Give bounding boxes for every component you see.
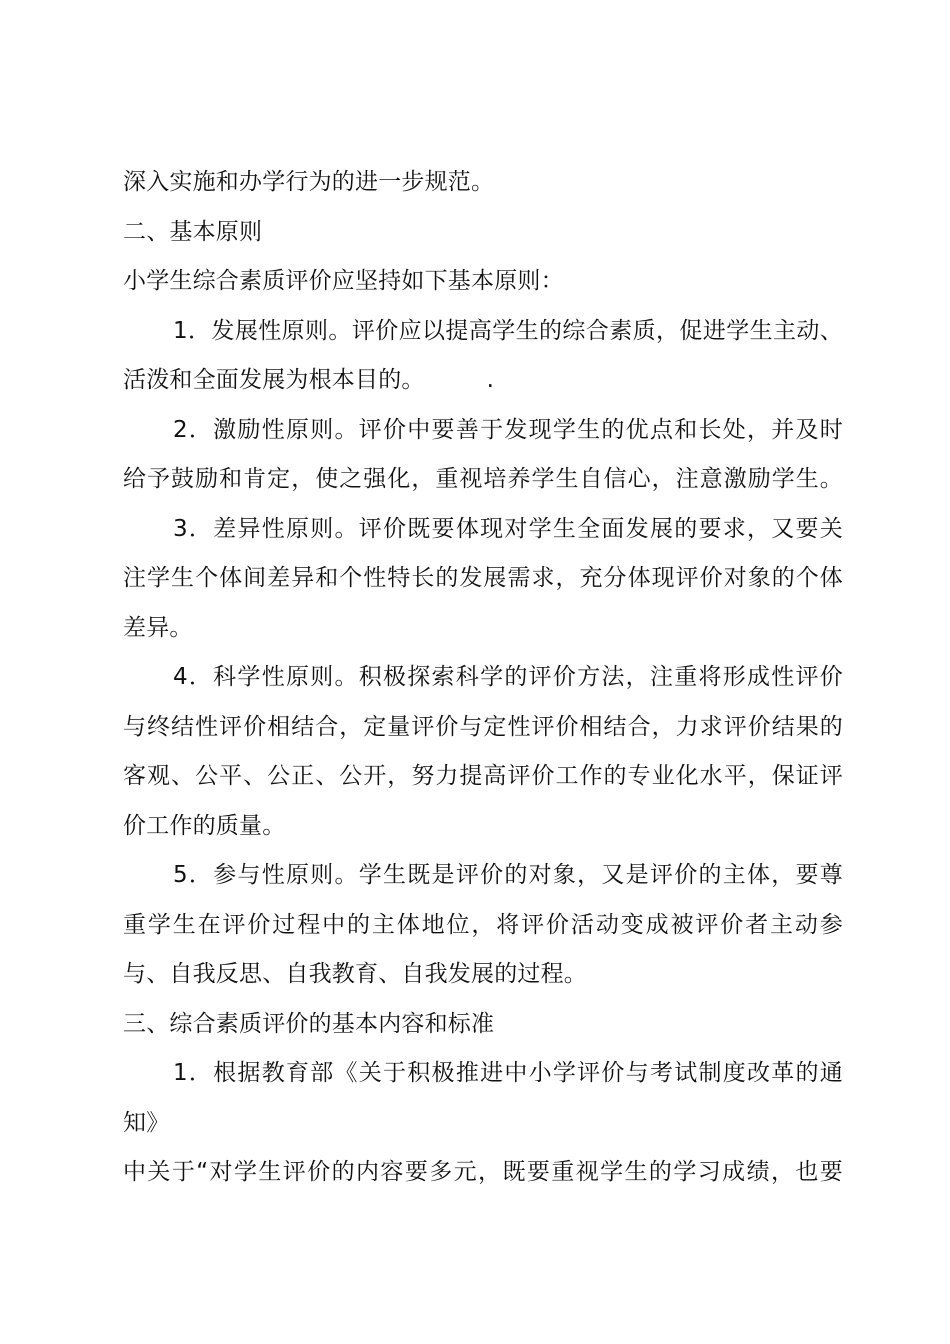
- principle-3-line: 3．差异性原则。评价既要体现对学生全面发展的要求，又要关: [173, 515, 843, 542]
- principle-4-continuation: 与终结性评价相结合，定量评价与定性评价相结合，力求评价结果的: [123, 713, 843, 740]
- principle-2-line: 2．激励性原则。评价中要善于发现学生的优点和长处，并及时: [173, 416, 843, 443]
- paragraph-line: 深入实施和办学行为的进一步规范。: [123, 169, 495, 195]
- principle-1-continuation: [123, 356, 843, 406]
- section-heading-basic-principles: 二、基本原则: [123, 218, 263, 245]
- principle-4-line: 4．科学性原则。积极探索科学的评价方法，注重将形成性评价: [173, 664, 843, 690]
- principle-3-continuation: 注学生个体间差异和个性特长的发展需求，充分体现评价对象的个体: [123, 565, 843, 591]
- principle-5-continuation: 重学生在评价过程中的主体地位，将评价活动变成被评价者主动参: [123, 911, 843, 938]
- stray-mark: .: [486, 367, 495, 393]
- paragraph-line: 小学生综合素质评价应坚持如下基本原则：: [123, 268, 564, 294]
- content-item-1-line: 1．根据教育部《关于积极推进中小学评价与考试制度改革的通: [173, 1060, 843, 1086]
- principle-1-line: 1．发展性原则。评价应以提高学生的综合素质，促进学生主动、: [173, 317, 843, 344]
- paragraph-line: 中关于“对学生评价的内容要多元，既要重视学生的学习成绩，也要: [123, 1159, 843, 1185]
- principle-2-continuation: 给予鼓励和肯定，使之强化，重视培养学生自信心，注意激励学生。: [123, 466, 843, 492]
- principle-5-continuation: 与、自我反思、自我教育、自我发展的过程。: [123, 961, 587, 987]
- principle-1-text: 活泼和全面发展为根本目的。: [123, 367, 425, 393]
- section-heading-content-standards: 三、综合素质评价的基本内容和标准: [123, 1010, 495, 1037]
- content-item-1-continuation: 知》: [123, 1109, 170, 1136]
- document-body: [123, 158, 843, 1198]
- principle-4-continuation: 价工作的质量。: [123, 812, 286, 839]
- principle-5-line: 5．参与性原则。学生既是评价的对象，又是评价的主体，要尊: [173, 862, 843, 888]
- principle-4-continuation: 客观、公平、公正、公开，努力提高评价工作的专业化水平，保证评: [123, 763, 843, 789]
- principle-3-continuation: 差异。: [123, 614, 193, 641]
